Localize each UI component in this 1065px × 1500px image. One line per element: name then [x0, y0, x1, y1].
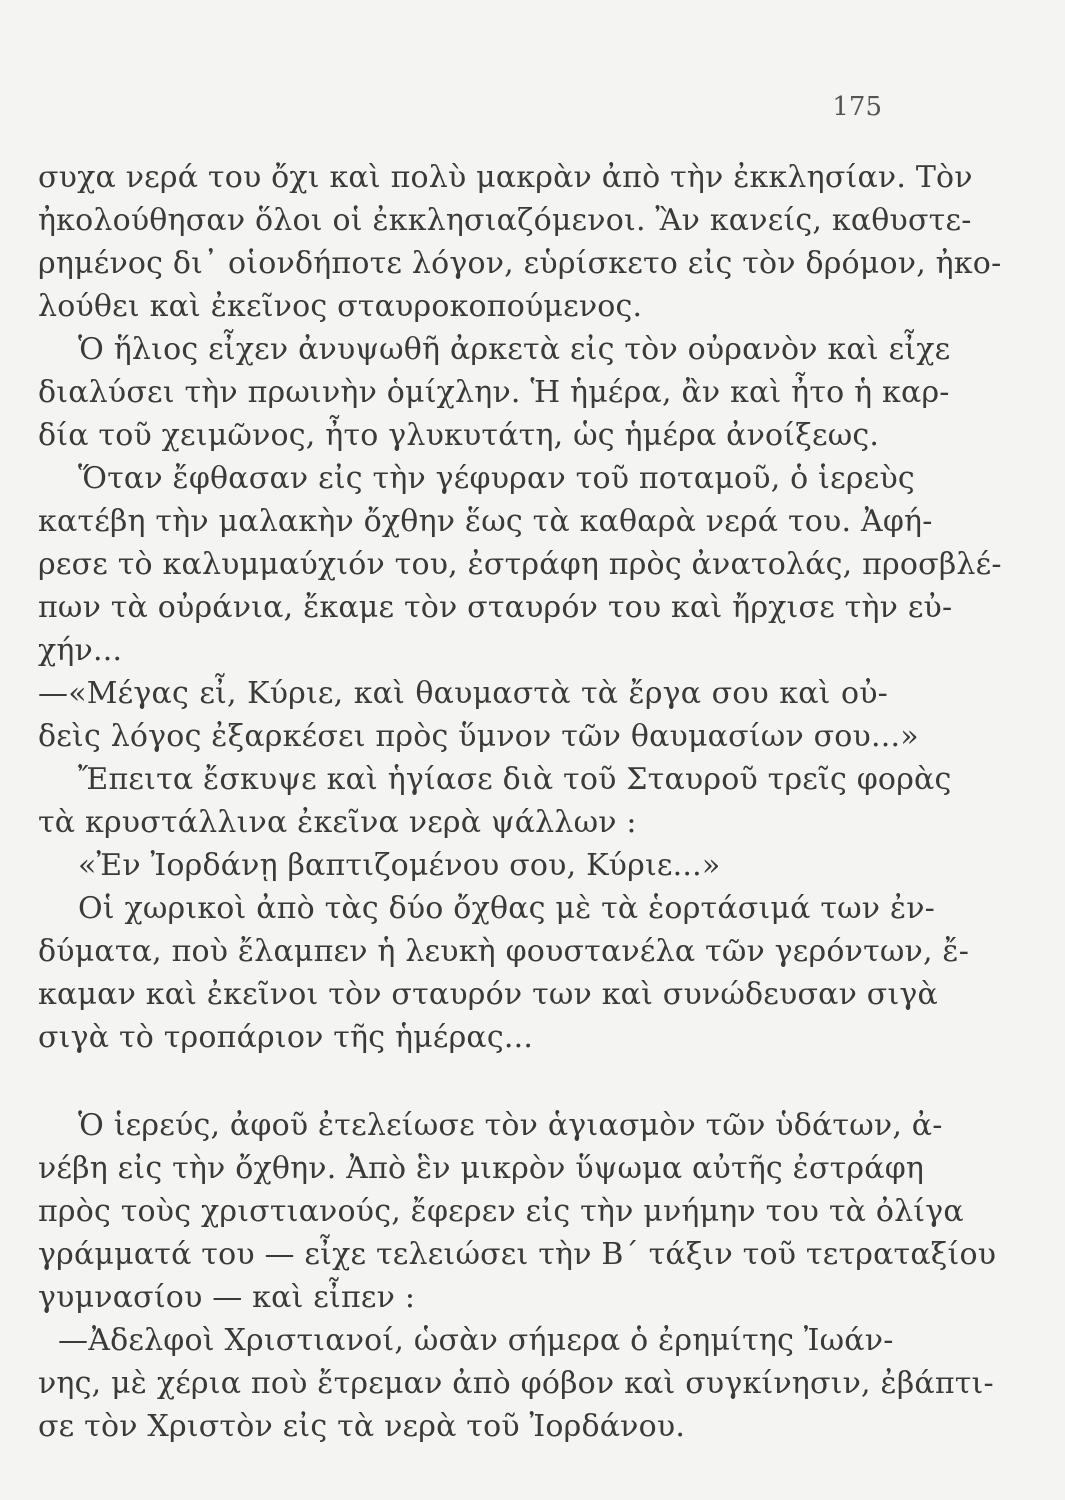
text-line: διαλύσει τὴν πρωινὴν ὁμίχλην. Ἡ ἡμέρα, ἂν καὶ ἦτο ἡ καρ- — [38, 375, 950, 410]
text-line: λούθει καὶ ἐκεῖνος σταυροκοπούμενος. — [38, 289, 643, 324]
text-line: Ὁ ἥλιος εἶχεν ἀνυψωθῆ ἀρκετὰ εἰς τὸν οὐρανὸν καὶ εἶχε — [78, 332, 951, 367]
text-line: δία τοῦ χειμῶνος, ἦτο γλυκυτάτη, ὡς ἡμέρα ἀνοίξεως. — [38, 418, 880, 453]
text-line: γυμνασίου — καὶ εἶπεν : — [38, 1280, 416, 1315]
text-line: δύματα, ποὺ ἔλαμπεν ἡ λευκὴ φουστανέλα τῶν γερόντων, ἔ- — [38, 934, 970, 969]
text-line: κατέβη τὴν μαλακὴν ὄχθην ἕως τὰ καθαρὰ νερά του. Ἀφή- — [38, 504, 933, 539]
text-line: —Ἀδελφοὶ Χριστιανοί, ὡσὰν σήμερα ὁ ἐρημίτης Ἰωάν- — [58, 1323, 894, 1358]
text-line: τὰ κρυστάλλινα ἐκεῖνα νερὰ ψάλλων : — [38, 805, 637, 840]
text-line: σε τὸν Χριστὸν εἰς τὰ νερὰ τοῦ Ἰορδάνου. — [38, 1409, 686, 1444]
text-line: Οἱ χωρικοὶ ἀπὸ τὰς δύο ὄχθας μὲ τὰ ἑορτάσιμά των ἐν- — [78, 891, 936, 926]
text-line: ἠκολούθησαν ὅλοι οἱ ἐκκλησιαζόμενοι. Ἂν κανείς, καθυστε- — [38, 203, 972, 238]
text-line: χήν... — [38, 633, 123, 668]
text-line: ρεσε τὸ καλυμμαύχιόν του, ἐστράφη πρὸς ἀνατολάς, προσβλέ- — [38, 547, 1002, 582]
text-line: γράμματά του — εἶχε τελειώσει τὴν Β΄ τάξιν τοῦ τετραταξίου — [38, 1237, 997, 1272]
text-line: πων τὰ οὐράνια, ἔκαμε τὸν σταυρόν του καὶ ἤρχισε τὴν εὐ- — [38, 590, 953, 625]
text-line: νης, μὲ χέρια ποὺ ἔτρεμαν ἀπὸ φόβον καὶ συγκίνησιν, ἐβάπτι- — [38, 1366, 994, 1401]
text-line: «Ἐν Ἰορδάνῃ βαπτιζομένου σου, Κύριε...» — [78, 848, 721, 883]
text-line: —«Μέγας εἶ, Κύριε, καὶ θαυμαστὰ τὰ ἔργα σου καὶ οὐ- — [38, 676, 888, 711]
text-line: νέβη εἰς τὴν ὄχθην. Ἀπὸ ἓν μικρὸν ὕψωμα αὐτῆς ἐστράφη — [38, 1151, 925, 1186]
text-line: Ὁ ἱερεύς, ἀφοῦ ἐτελείωσε τὸν ἁγιασμὸν τῶν ὑδάτων, ἀ- — [78, 1108, 943, 1143]
page-number: 175 — [832, 92, 882, 122]
text-line: δεὶς λόγος ἐξαρκέσει πρὸς ὕμνον τῶν θαυμασίων σου...» — [38, 719, 919, 754]
text-line: πρὸς τοὺς χριστιανούς, ἔφερεν εἰς τὴν μνήμην του τὰ ὀλίγα — [38, 1194, 964, 1229]
text-line: Ὅταν ἔφθασαν εἰς τὴν γέφυραν τοῦ ποταμοῦ, ὁ ἱερεὺς — [78, 461, 915, 496]
text-line: συχα νερά του ὄχι καὶ πολὺ μακρὰν ἀπὸ τὴν ἐκκλησίαν. Τὸν — [38, 160, 973, 195]
text-line: Ἔπειτα ἔσκυψε καὶ ἡγίασε διὰ τοῦ Σταυροῦ τρεῖς φορὰς — [78, 762, 952, 797]
text-line: σιγὰ τὸ τροπάριον τῆς ἡμέρας... — [38, 1020, 534, 1055]
text-line: καμαν καὶ ἐκεῖνοι τὸν σταυρόν των καὶ συνώδευσαν σιγὰ — [38, 977, 939, 1012]
text-line: ρημένος δι᾽ οἱονδήποτε λόγον, εὑρίσκετο εἰς τὸν δρόμον, ἠκο- — [38, 246, 1002, 281]
